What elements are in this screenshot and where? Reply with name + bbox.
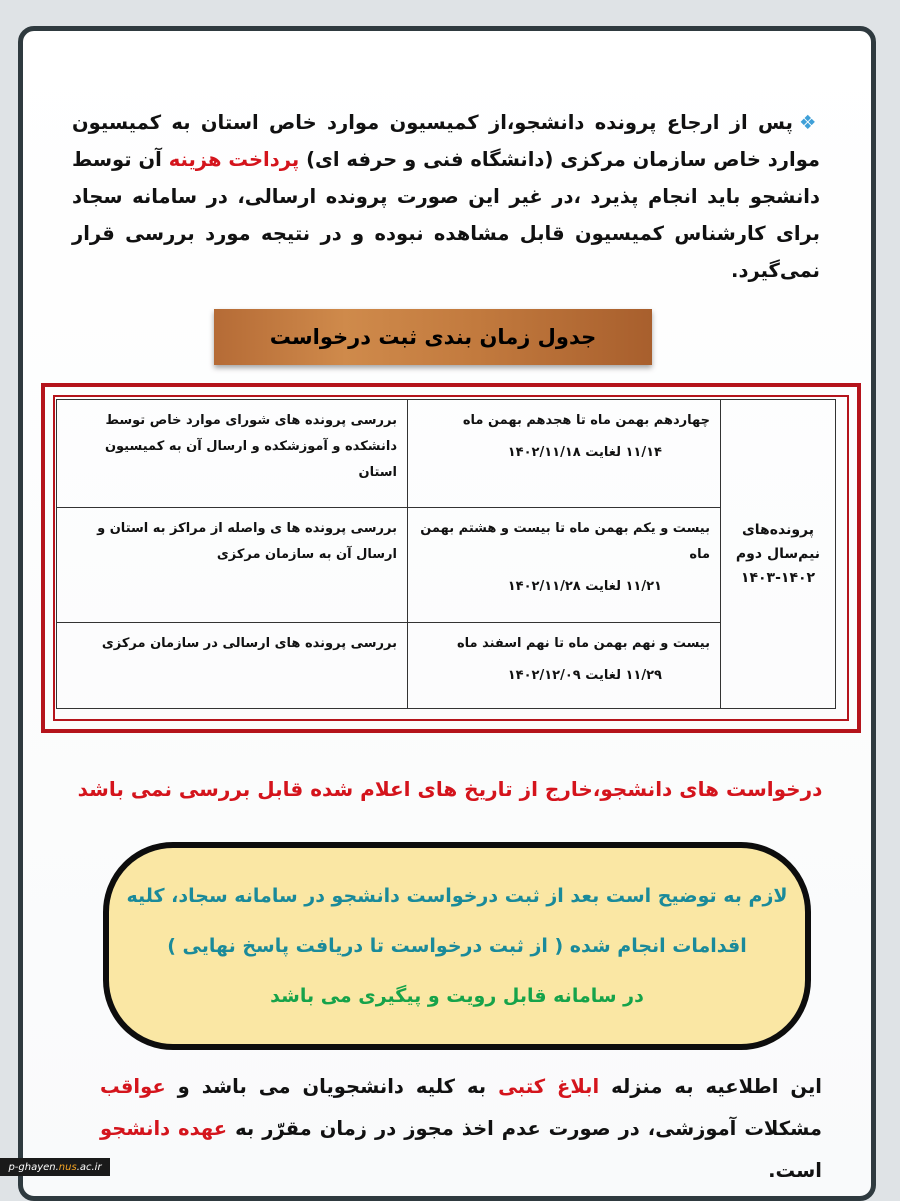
range-dates: ۱۱/۲۱ لغایت ۱۴۰۲/۱۱/۲۸: [507, 579, 662, 595]
range-text: بیست و یکم بهمن ماه تا بیست و هشتم بهمن ماه: [420, 521, 710, 563]
description-cell: [57, 623, 408, 709]
footer-text-4: است.: [768, 1159, 822, 1182]
table-row: [57, 508, 836, 623]
description-text: بررسی پرونده ها ی واصله از مراکز به استان و ارسال آن به سازمان مرکزی: [97, 521, 397, 563]
diamond-bullet-icon: ❖: [798, 111, 821, 134]
intro-text-2: آن توسط دانشجو باید انجام پذیرد ،در غیر این صورت پرونده ارسالی، در سامانه سجاد برای کارشناس کمیسیون قابل مشاهده نبوده و در نتیجه مورد بررسی قرار نمی‌گیرد.: [72, 148, 820, 282]
watermark-prefix: p-ghayen.: [8, 1161, 59, 1173]
period-line-2: نیم‌سال دوم: [735, 546, 821, 562]
schedule-title-banner: [214, 309, 652, 365]
intro-paragraph: [72, 104, 820, 289]
description-cell: [57, 508, 408, 623]
footer-highlight-3: عهده دانشجو: [100, 1117, 228, 1140]
range-cell: [408, 623, 721, 709]
note-line-1: لازم به توضیح است بعد از ثبت درخواست دانشجو در سامانه سجاد، کلیه: [126, 885, 788, 907]
note-line-2: اقدامات انجام شده ( از ثبت درخواست تا دریافت پاسخ نهایی ): [167, 935, 747, 957]
footer-highlight-2: عواقب: [100, 1075, 166, 1098]
schedule-title: جدول زمان بندی ثبت درخواست: [269, 325, 597, 349]
description-cell: [57, 400, 408, 508]
schedule-table-frame: [41, 383, 861, 733]
range-dates: ۱۱/۱۴ لغایت ۱۴۰۲/۱۱/۱۸: [507, 445, 662, 460]
site-watermark: [0, 1158, 110, 1176]
period-line-1: پرونده‌های: [741, 522, 815, 538]
description-text: بررسی پرونده های ارسالی در سازمان مرکزی: [101, 636, 397, 652]
intro-highlight: پرداخت هزینه: [168, 148, 300, 171]
table-row: [57, 400, 836, 508]
range-dates: ۱۱/۲۹ لغایت ۱۴۰۲/۱۲/۰۹: [507, 668, 662, 684]
range-text: چهاردهم بهمن ماه تا هجدهم بهمن ماه: [462, 413, 710, 428]
period-cell: [721, 400, 836, 709]
note-box: [103, 842, 811, 1050]
note-line-3: در سامانه قابل رویت و پیگیری می باشد: [270, 985, 644, 1007]
footer-highlight-1: ابلاغ کتبی: [498, 1075, 600, 1098]
footer-text-3: مشکلات آموزشی، در صورت عدم اخذ مجوز در زمان مقرّر به: [227, 1117, 822, 1140]
deadline-warning: درخواست های دانشجو،خارج از تاریخ های اعلام شده قابل بررسی نمی باشد: [77, 777, 823, 801]
period-line-3: ۱۴۰۳-۱۴۰۲: [740, 570, 816, 586]
footer-text-1: این اطلاعیه به منزله: [599, 1075, 822, 1098]
range-cell: [408, 508, 721, 623]
range-text: بیست و نهم بهمن ماه تا نهم اسفند ماه: [456, 636, 710, 652]
table-row: [57, 623, 836, 709]
footer-text-2: به کلیه دانشجویان می باشد و: [165, 1075, 499, 1098]
footer-paragraph: [100, 1066, 822, 1192]
range-cell: [408, 400, 721, 508]
description-text: بررسی پرونده های شورای موارد خاص توسط دانشکده و آموزشکده و ارسال آن به کمیسیون استان: [104, 413, 397, 480]
schedule-table: [56, 399, 836, 709]
watermark-accent: nus: [58, 1161, 77, 1173]
watermark-suffix: .ac.ir: [76, 1161, 102, 1173]
intro-text-1: پس از ارجاع پرونده دانشجو،از کمیسیون موارد خاص استان به کمیسیون موارد خاص سازمان مرکزی (دانشگاه فنی و حرفه ای): [72, 111, 821, 171]
